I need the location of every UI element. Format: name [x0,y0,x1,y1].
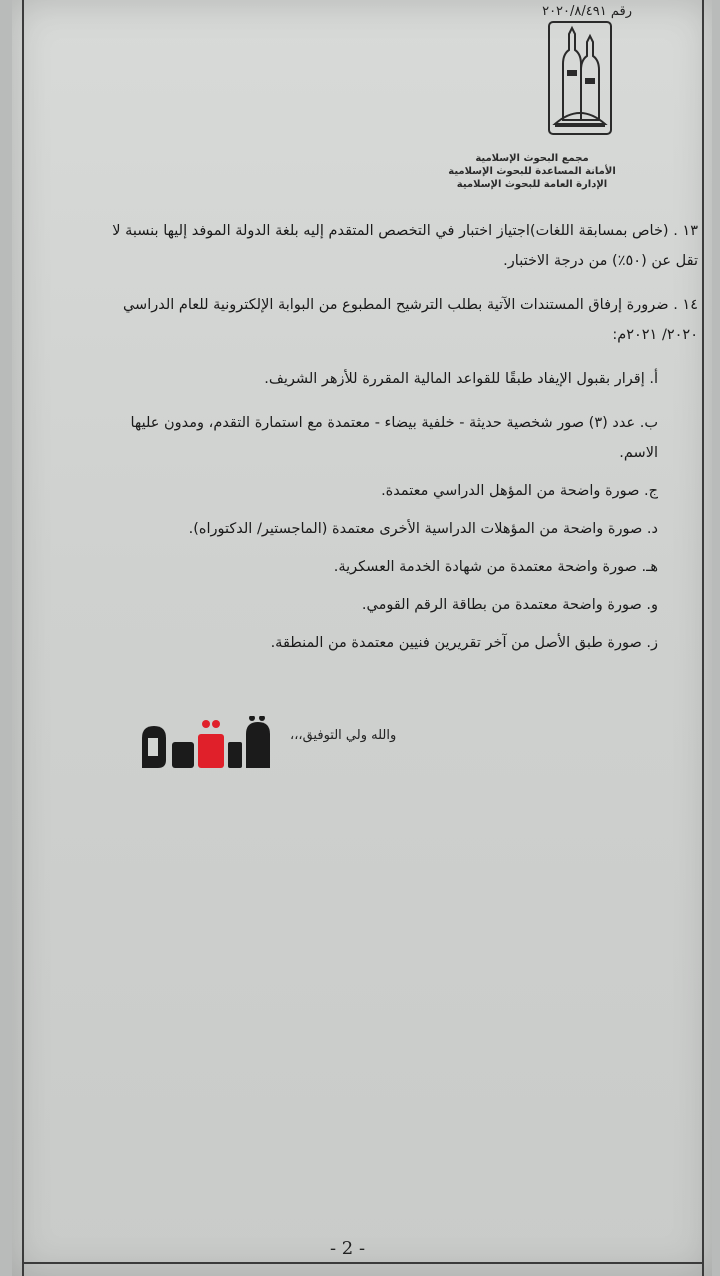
page-border-left [22,0,24,1276]
organization-header [442,152,622,191]
sub-item-c: ج. صورة واضحة من المؤهل الدراسي معتمدة. [381,483,658,499]
document-body [30,216,698,658]
page-border-right [702,0,704,1276]
azhar-emblem-icon [545,20,615,138]
page-border-bottom [22,1262,704,1264]
sub-item-d: د. صورة واضحة من المؤهلات الدراسية الأخرى معتمدة (الماجستير/ الدكتوراه). [188,521,658,537]
item-14 [30,290,698,350]
sub-item-g: ز. صورة طبق الأصل من آخر تقريرين فنيين معتمدة من المنطقة. [270,635,658,651]
item-text-cont: تقل عن (٥٠٪) من درجة الاختبار. [503,253,698,269]
item-text: ١٣ . (خاص بمسابقة اللغات)اجتياز اختبار في التخصص المتقدم إليه بلغة الدولة الموفد إليها بنسبة لا [112,223,698,239]
sub-item-a: أ. إقرار بقبول الإيفاد طبقًا للقواعد المالية المقررة للأزهر الشريف. [264,371,658,387]
sub-item-e: هـ. صورة واضحة معتمدة من شهادة الخدمة العسكرية. [333,559,658,575]
sub-item-text-cont: الاسم. [619,445,658,461]
closing-text: والله ولي التوفيق،،، [290,728,397,743]
sub-item-b [30,408,698,468]
page-number: - 2 - [330,1238,366,1259]
vito-logo-icon [136,716,276,778]
org-line: الإدارة العامة للبحوث الإسلامية [456,179,608,190]
item-text-cont: ٢٠٢٠/ ٢٠٢١م: [612,327,698,343]
reference-number: رقم ٢٠٢٠/٨/٤٩١ [542,4,632,19]
org-line: الأمانة المساعدة للبحوث الإسلامية [448,166,616,177]
org-line: مجمع البحوث الإسلامية [475,153,589,164]
item-text: ١٤ . ضرورة إرفاق المستندات الآتية بطلب الترشيح المطبوع من البوابة الإلكترونية للعام الدراسي [122,297,698,313]
item-13 [30,216,698,276]
sub-item-text: ب. عدد (٣) صور شخصية حديثة - خلفية بيضاء - معتمدة مع استمارة التقدم، ومدون عليها [130,415,658,431]
sub-item-f: و. صورة واضحة معتمدة من بطاقة الرقم القومي. [361,597,658,613]
